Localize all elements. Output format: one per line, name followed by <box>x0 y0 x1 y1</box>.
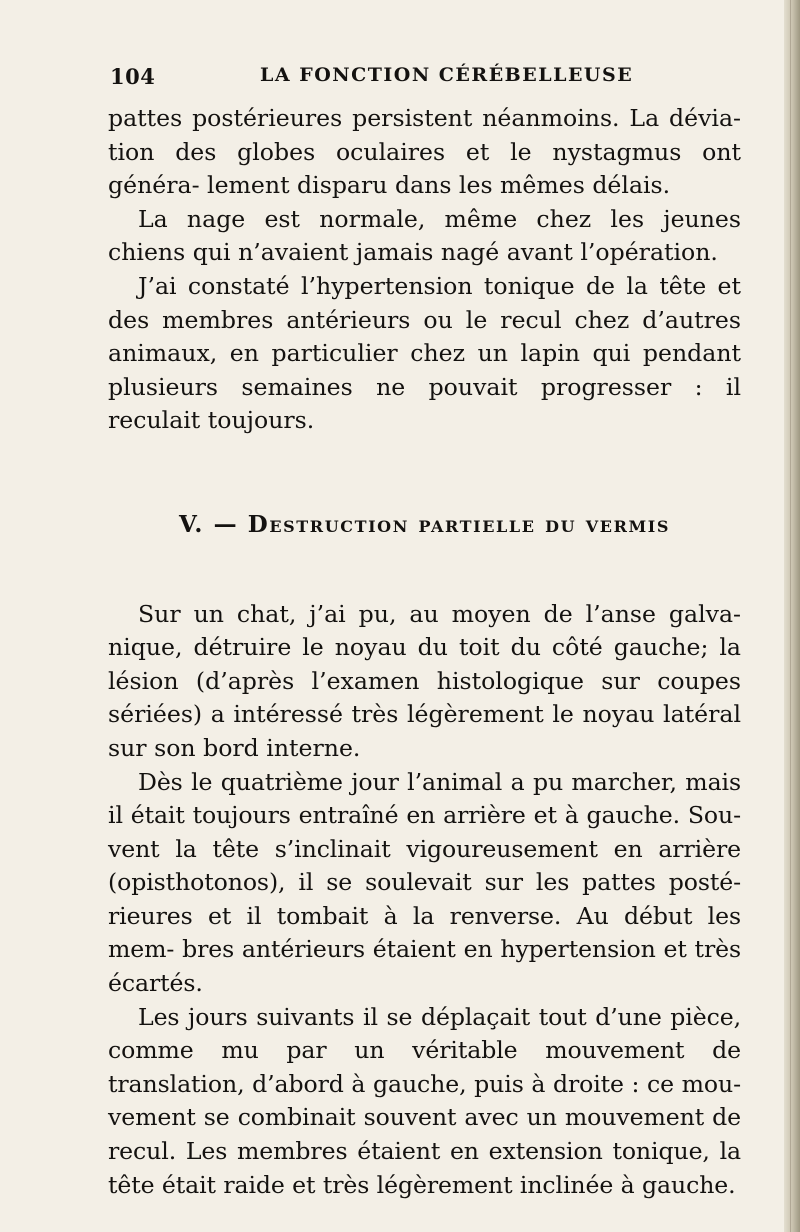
paragraph-continuation: pattes postérieures persistent néanmoins. La dévia- tion des globes oculaires et le nystagmus ont généra- lement disparu dans les mêmes délais. <box>108 104 741 200</box>
page-edge <box>784 0 800 1232</box>
paragraph-hypertension: J’ai constaté l’hypertension tonique de la tête et des membres antérieurs ou le recul chez d’autres animaux, en particulier chez un lapin qui pendant plusieurs semaines ne pouvait progresser : il reculait toujours. <box>108 271 741 435</box>
paragraph-cat-lesion: Sur un chat, j’ai pu, au moyen de l’anse galva- nique, détruire le noyau du toit du côté gauche; la lésion (d’après l’examen histologique sur coupes sériées) a intéressé très légèrement le noyau latéral sur son bord interne. <box>108 599 741 762</box>
body-text <box>108 102 741 1202</box>
page-number: 104 <box>110 64 156 89</box>
paragraph-following-days: Les jours suivants il se déplaçait tout d’une pièce, comme mu par un véritable mouvement de translation, d’abord à gauche, puis à droite : ce mou- vement se combinait souvent avec un mouvement de recul. Les membres étaient en extension tonique, la tête était raide et très légèrement inclinée à gauche. <box>108 1002 741 1199</box>
paragraph-swimming: La nage est normale, même chez les jeunes chiens qui n’avaient jamais nagé avant l’opération. <box>108 204 741 267</box>
running-head: LA FONCTION CÉRÉBELLEUSE <box>260 64 634 86</box>
page-header <box>110 64 740 94</box>
section-heading: V. — Destruction partielle du vermis <box>178 510 671 538</box>
paragraph-fourth-day: Dès le quatrième jour l’animal a pu marcher, mais il était toujours entraîné en arrière et à gauche. Sou- vent la tête s’inclinait vigoureusement en arrière (opisthotonos), il se soulevait sur les pattes posté- rieures et il tombait à la renverse. Au début les mem- bres antérieurs étaient en hypertension et très écartés. <box>108 767 741 998</box>
